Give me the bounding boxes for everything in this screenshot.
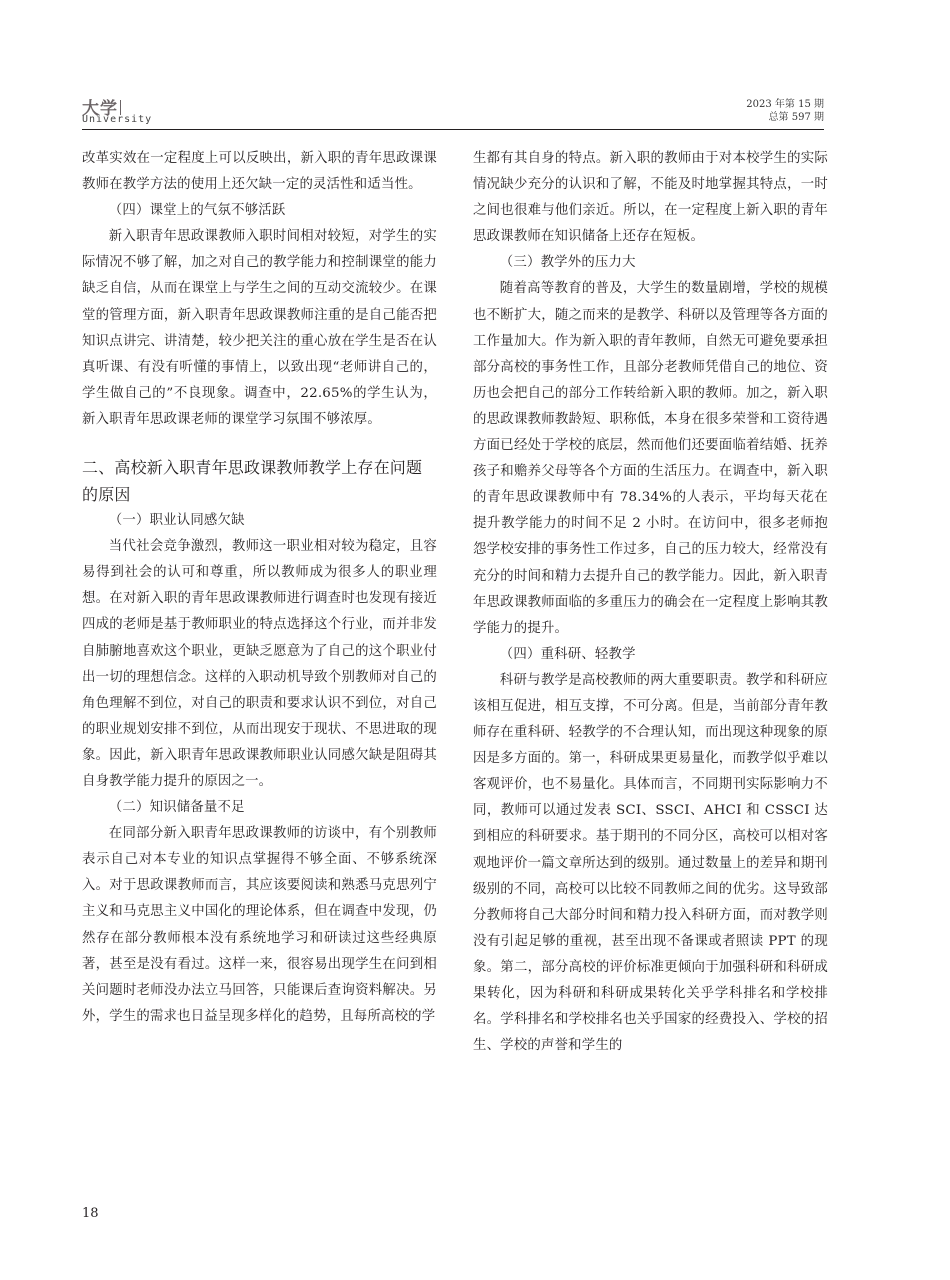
left-column (82, 146, 437, 1030)
running-header (82, 94, 824, 128)
issue-info (746, 98, 824, 124)
paragraph: 当代社会竞争激烈，教师这一职业相对较为稳定，且容易得到社会的认可和尊重，所以教师成为很多人的职业理想。在对新入职的青年思政课教师进行调查时也发现有接近四成的老师是基于教师职业的特点选择这个行业，而并非发自肺腑地喜欢这个职业，更缺乏愿意为了自己的这个职业付出一切的理想信念。这样的入职动机导致个别教师对自己的角色理解不到位，对自己的职责和要求认识不到位，对自己的职业规划安排不到位，从而出现安于现状、不思进取的现象。因此，新入职青年思政课教师职业认同感欠缺是阻碍其自身教学能力提升的原因之一。 (82, 539, 437, 789)
right-column (473, 146, 828, 1059)
paragraph: 生都有其自身的特点。新入职的教师由于对本校学生的实际情况缺少充分的认识和了解，不能及时地掌握其特点，一时之间也很难与他们亲近。所以，在一定程度上新入职的青年思政课教师在知识储备上还存在短板。 (473, 151, 828, 245)
paragraph: 改革实效在一定程度上可以反映出，新入职的青年思政课课教师在教学方法的使用上还欠缺一定的灵活性和适当性。 (82, 151, 437, 193)
subheading: （四）课堂上的气氛不够活跃 (108, 203, 286, 219)
paragraph: 随着高等教育的普及，大学生的数量剧增，学校的规模也不断扩大，随之而来的是教学、科研以及管理等各方面的工作量加大。作为新入职的青年教师，自然无可避免要承担部分高校的事务性工作，且部分老教师凭借自己的地位、资历也会把自己的部分工作转给新入职的教师。加之，新入职的思政课教师教龄短、职称低，本身在很多荣誉和工资待遇方面已经处于学校的底层，然而他们还要面临着结婚、抚养孩子和赡养父母等各个方面的生活压力。在调查中，新入职的青年思政课教师中有 78.34%的人表示，平均每天花在提升教学能力的时间不足 2 小时。在访问中，很多老师抱怨学校安排的事务性工作过多，自己的压力较大，经常没有充分的时间和精力去提升自己的教学能力。因此，新入职青年思政课教师面临的多重压力的确会在一定程度上影响其教学能力的提升。 (473, 281, 828, 636)
subheading: （三）教学外的压力大 (499, 255, 636, 271)
section-heading: 二、高校新入职青年思政课教师教学上存在问题的原因 (82, 458, 423, 504)
journal-name-zh: 大学 (82, 99, 118, 119)
page-number: 18 (82, 1206, 99, 1221)
logo-bar (120, 100, 121, 115)
subheading: （一）职业认同感欠缺 (108, 513, 245, 529)
header-rule (82, 129, 824, 130)
subheading: （四）重科研、轻教学 (499, 646, 636, 662)
paragraph: 在同部分新入职青年思政课教师的访谈中，有个别教师表示自己对本专业的知识点掌握得不够全面、不够系统深入。对于思政课教师而言，其应该要阅读和熟悉马克思列宁主义和马克思主义中国化的理论体系，但在调查中发现，仍然存在部分教师根本没有系统地学习和研读过这些经典原著，甚至是没有看过。这样一来，很容易出现学生在问到相关问题时老师没办法立马回答，只能课后查询资料解决。另外，学生的需求也日益呈现多样化的趋势，且每所高校的学 (82, 826, 437, 1024)
subheading: （二）知识储备量不足 (108, 800, 245, 816)
total-issue-number: 总第 597 期 (768, 112, 824, 123)
journal-name-en: University (82, 114, 153, 125)
paragraph: 新入职青年思政课教师入职时间相对较短，对学生的实际情况不够了解，加之对自己的教学能力和控制课堂的能力缺乏自信，从而在课堂上与学生之间的互动交流较少。在课堂的管理方面，新入职青年思政课教师注重的是自己能否把知识点讲完、讲清楚，较少把关注的重心放在学生是否在认真听课、有没有听懂的事情上，以致出现“老师讲自己的，学生做自己的”不良现象。调查中，22.65%的学生认为，新入职青年思政课老师的课堂学习氛围不够浓厚。 (82, 229, 437, 427)
paragraph: 科研与教学是高校教师的两大重要职责。教学和科研应该相互促进，相互支撑，不可分离。但是，当前部分青年教师存在重科研、轻教学的不合理认知，而出现这种现象的原因是多方面的。第一，科研成果更易量化，而教学似乎难以客观评价，也不易量化。具体而言，不同期刊实际影响力不同，教师可以通过发表 SCI、SSCI、AHCI 和 CSSCI 达到相应的科研要求。基于期刊的不同分区，高校可以相对客观地评价一篇文章所达到的级别。通过数量上的差异和期刊级别的不同，高校可以比较不同教师之间的优劣。这导致部分教师将自己大部分时间和精力投入科研方面，而对教学则没有引起足够的重视，甚至出现不备课或者照读 PPT 的现象。第二，部分高校的评价标准更倾向于加强科研和科研成果转化，因为科研和科研成果转化关乎学科排名和学校排名。学科排名和学校排名也关乎国家的经费投入、学校的招生、学校的声誉和学生的 (473, 672, 828, 1054)
issue-number: 2023 年第 15 期 (746, 99, 824, 110)
